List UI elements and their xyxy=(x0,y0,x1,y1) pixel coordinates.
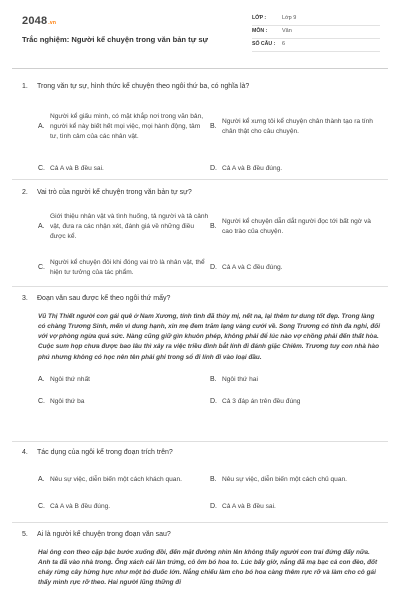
option-letter: B. xyxy=(210,375,217,383)
option-text: Người kể chuyện dẫn dắt người đọc tới bất ngờ và cao trào của chuyện. xyxy=(222,218,371,236)
option-letter: C. xyxy=(38,397,45,405)
question-separator xyxy=(12,441,388,442)
option-c[interactable] xyxy=(38,500,210,514)
question-header xyxy=(22,82,380,92)
option-text: Nêu sự việc, diễn biến một cách khách quan. xyxy=(50,476,182,484)
question-text: Tác dụng của ngôi kể trong đoạn trích trên? xyxy=(37,449,173,456)
meta-row-class xyxy=(252,13,380,26)
option-letter: A. xyxy=(38,123,45,131)
option-text: Ngôi thứ nhất xyxy=(50,375,90,383)
option-text: Người kể chuyện đôi khi đóng vai trò là nhân vật, thể hiện tư tưởng của tác phẩm. xyxy=(50,259,205,277)
question-separator xyxy=(12,179,388,180)
option-text: Cả A và B đều đúng. xyxy=(50,503,111,511)
option-text: Cả A và B đều sai. xyxy=(222,503,276,511)
question-number: 4. xyxy=(22,449,28,456)
option-b[interactable] xyxy=(210,373,380,387)
meta-key-class: LỚP : xyxy=(252,15,267,22)
option-text: Nêu sự việc, diễn biến một cách chủ quan. xyxy=(222,476,348,484)
meta-row-subject xyxy=(252,26,380,39)
option-c[interactable] xyxy=(38,395,210,409)
option-letter: C. xyxy=(38,165,45,173)
meta-value-count: 6 xyxy=(282,41,286,48)
option-letter: D. xyxy=(210,397,217,405)
meta-key-count: SỐ CÂU : xyxy=(252,41,276,48)
question-header xyxy=(22,294,380,304)
question-number: 5. xyxy=(22,531,28,538)
option-text: Cả A và B đều sai. xyxy=(50,165,104,173)
option-letter: C. xyxy=(38,503,45,511)
question-text: Ai là người kể chuyện trong đoạn văn sau? xyxy=(37,531,171,538)
options-grid xyxy=(22,206,380,284)
option-c[interactable] xyxy=(38,254,210,282)
question-number: 2. xyxy=(22,189,28,196)
option-d[interactable] xyxy=(210,395,380,409)
option-text: Người kể xưng tôi kể chuyện chân thành tạo ra tính chân thật cho câu chuyện. xyxy=(222,118,373,136)
option-a[interactable] xyxy=(38,466,210,494)
question-2 xyxy=(22,188,380,284)
question-text: Đoạn văn sau được kể theo ngôi thứ mấy? xyxy=(37,295,171,302)
options-grid xyxy=(22,100,380,180)
option-text: Cả 3 đáp án trên đều đúng xyxy=(222,397,301,405)
meta-key-subject: MÔN : xyxy=(252,28,268,35)
option-d[interactable] xyxy=(210,500,380,514)
option-text: Người kể giấu mình, có mặt khắp nơi trong văn bản, người kể này biết hết mọi việc, mọi hành động, tâm tư, tình cảm của các nhân vật. xyxy=(50,113,204,141)
logo-tld: .vn xyxy=(48,20,57,26)
question-1 xyxy=(22,82,380,180)
option-a[interactable] xyxy=(38,206,210,248)
option-text: Cả A và C đều đúng. xyxy=(222,264,283,272)
question-separator xyxy=(12,286,388,287)
question-5 xyxy=(22,530,380,589)
option-a[interactable] xyxy=(38,100,210,154)
option-d[interactable] xyxy=(210,162,380,176)
option-text: Ngôi thứ hai xyxy=(222,375,258,383)
option-letter: B. xyxy=(210,476,217,484)
question-header xyxy=(22,530,380,540)
option-letter: A. xyxy=(38,476,45,484)
question-number: 1. xyxy=(22,83,28,90)
meta-value-class: Lớp 9 xyxy=(282,15,297,22)
option-a[interactable] xyxy=(38,373,210,387)
quiz-title: Trắc nghiệm: Người kể chuyện trong văn bản tự sự xyxy=(22,34,209,44)
quiz-meta-table xyxy=(252,13,380,52)
option-letter: B. xyxy=(210,223,217,231)
question-header xyxy=(22,188,380,198)
option-c[interactable] xyxy=(38,162,210,176)
option-letter: D. xyxy=(210,503,217,511)
options-grid xyxy=(22,466,380,516)
option-b[interactable] xyxy=(210,206,380,248)
option-letter: D. xyxy=(210,165,217,173)
option-d[interactable] xyxy=(210,254,380,282)
meta-row-count xyxy=(252,39,380,52)
option-letter: A. xyxy=(38,375,45,383)
option-text: Giới thiệu nhân vật và tình huống, tả người và tả cảnh vật, đưa ra các nhận xét, đánh giá về những điều được kể. xyxy=(50,213,209,241)
option-b[interactable] xyxy=(210,466,380,494)
logo-main: 2048 xyxy=(22,15,48,27)
meta-value-subject: Văn xyxy=(282,28,292,35)
question-header xyxy=(22,448,380,458)
reading-passage: Hai ông con theo cặp bậc bước xuống đồi, đến mặt đường nhìn lên không thấy người con trai đứng đấy nữa. Anh ta đã vào nhà trong. Ông xách cái làn trứng, cô ôm bó hoa to. Lúc bấy giờ, nắng đã mạ bạc cả con đèo, đốt cháy rừng cây hừng hực như một bó đuốc lớn. Nắng chiếu làm cho bó hoa càng thêm rực rỡ và làm cho cô gái thấy mình rực rỡ theo. Hai người lũng thững đi xyxy=(38,549,378,587)
option-text: Cả A và B đều đúng. xyxy=(222,165,283,173)
question-4 xyxy=(22,448,380,516)
option-letter: A. xyxy=(38,223,45,231)
option-letter: B. xyxy=(210,123,217,131)
option-letter: C. xyxy=(38,264,45,272)
question-3 xyxy=(22,294,380,417)
question-text: Vai trò của người kể chuyện trong văn bản tự sự? xyxy=(37,189,192,196)
question-number: 3. xyxy=(22,295,28,302)
options-grid xyxy=(22,373,380,417)
option-b[interactable] xyxy=(210,100,380,154)
option-text: Ngôi thứ ba xyxy=(50,397,85,405)
reading-passage: Vũ Thị Thiết người con gái quê ở Nam Xương, tính tình đã thùy mị, nết na, lại thêm tư dung tốt đẹp. Trong làng có chàng Trương Sinh, mến vì dung hạnh, xin mẹ đem trăm lạng vàng cưới về. Song Trương có tính đa nghi, đối với vợ phòng ngừa quá sức. Nàng cũng giữ gìn khuôn phép, không phải để lúc nào vợ chồng phải đến thất hòa. Cuộc sum họp chưa được bao lâu thì xảy ra việc triều đình bắt lính đi đánh giặc Chiêm. Trương tuy con nhà hào phú nhưng không có học nên tên phải ghi trong sổ đi lính đi vào loại đầu. xyxy=(38,313,380,361)
question-text: Trong văn tự sự, hình thức kể chuyện theo ngôi thứ ba, có nghĩa là? xyxy=(37,83,250,90)
question-separator xyxy=(12,522,388,523)
option-letter: D. xyxy=(210,264,217,272)
header-divider xyxy=(12,68,388,69)
